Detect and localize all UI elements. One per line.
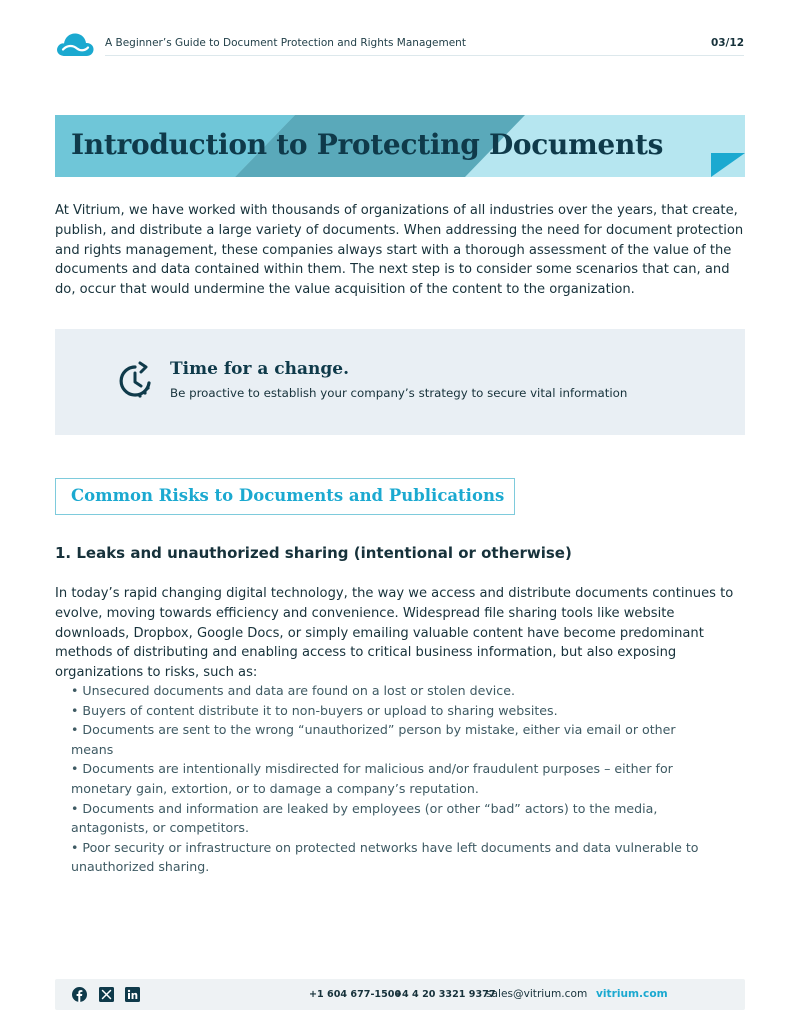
x-icon[interactable] [99,987,114,1002]
linkedin-icon[interactable] [125,987,140,1002]
subsection-paragraph: In today’s rapid changing digital technology, the way we access and distribute documents continues to evolve, moving towards efficiency and convenience. Widespread file sharing tools like website downloads, Dropbox, Google Docs, or simply emailing valuable content have become predominant methods of distributing and enabling access to critical business information, but also exposing organizations to risks, such as: [55,586,734,681]
intro-paragraph: At Vitrium, we have worked with thousands of organizations of all industries over the years, that create, publish, and distribute a large variety of documents. When addressing the need for document protection and rights management, these companies always start with a thorough assessment of the value of the documents and data contained within them. The next step is to consider some scenarios that can, and do, occur that would undermine the value acquisition of the content to the organization. [55,203,744,298]
callout-box [55,329,745,435]
list-item: • Buyers of content distribute it to non-buyers or upload to sharing websites. [71,702,558,718]
list-item: • Poor security or infrastructure on protected networks have left documents and data vulnerable to unauthorized sharing. [71,839,699,875]
page-title: Introduction to Protecting Documents [71,128,664,161]
page-number: 03/12 [710,37,744,49]
footer-website-link[interactable]: vitrium.com [596,988,668,1000]
cloud-logo-icon [55,30,95,58]
section-title: Common Risks to Documents and Publications [71,486,505,505]
footer-email-link[interactable]: sales@vitrium.com [486,988,588,1000]
list-item: • Unsecured documents and data are found on a lost or stolen device. [71,683,515,698]
page-footer [55,979,745,1010]
footer-phone-uk[interactable]: +4 4 20 3321 9377 [394,989,496,1000]
subsection-heading: 1. Leaks and unauthorized sharing (intentional or otherwise) [55,544,572,562]
document-title: A Beginner’s Guide to Document Protection and Rights Management [105,37,466,49]
section-heading-box [55,478,515,515]
header-divider [105,55,744,56]
callout-title: Time for a change. [170,359,349,379]
clock-refresh-icon [115,361,155,401]
callout-text: Be proactive to establish your company’s strategy to secure vital information [170,386,628,400]
facebook-icon[interactable] [72,987,87,1002]
risk-list [71,681,711,877]
title-banner [55,115,745,177]
footer-phone-canada[interactable]: +1 604 677-1500 [309,989,402,1000]
list-item: • Documents are intentionally misdirected for malicious and/or fraudulent purposes – either for monetary gain, extortion, or to damage a company’s reputation. [71,761,673,796]
page-header [0,0,800,60]
list-item: • Documents and information are leaked by employees (or other “bad” actors) to the media, antagonists, or competitors. [71,800,658,836]
list-item: • Documents are sent to the wrong “unauthorized” person by mistake, either via email or other means [71,722,676,757]
